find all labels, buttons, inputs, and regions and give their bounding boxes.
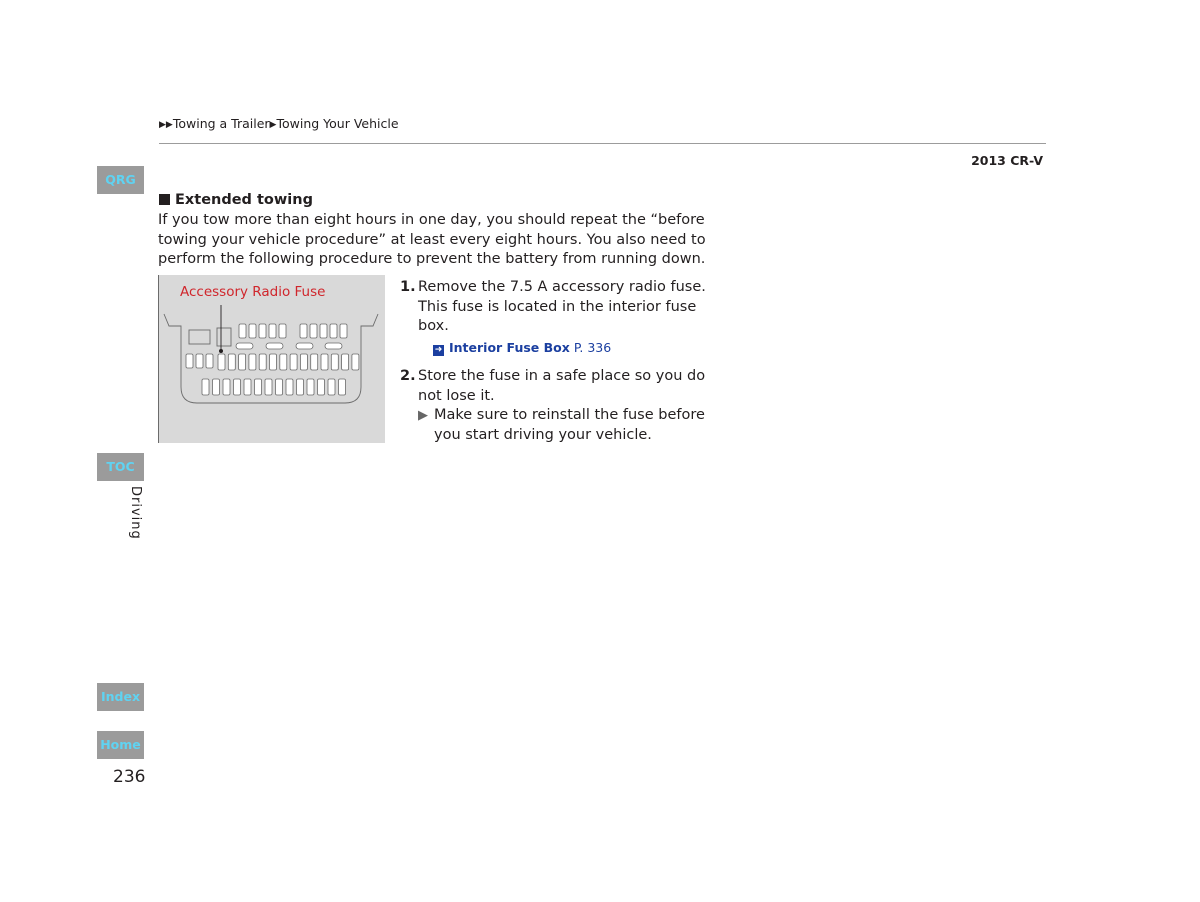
fuse-slot: [286, 379, 293, 395]
fuse-slot: [223, 379, 230, 395]
fuse-slot: [259, 324, 266, 338]
home-button[interactable]: Home: [97, 731, 144, 759]
figure-label: Accessory Radio Fuse: [180, 284, 326, 300]
fuse-slot: [234, 379, 241, 395]
fuse-slot: [307, 379, 314, 395]
ref-page[interactable]: P. 336: [573, 340, 612, 356]
header-divider: [159, 143, 1046, 144]
fuse-slot: [206, 354, 213, 368]
fuse-slot: [196, 354, 203, 368]
fuse-slot: [266, 343, 283, 349]
fuse-slot: [318, 379, 325, 395]
fuse-slot: [236, 343, 253, 349]
step-1: [400, 278, 710, 337]
fuse-slot: [310, 324, 317, 338]
fuse-slot: [290, 354, 297, 370]
section-heading: [159, 192, 313, 208]
chapter-label: Driving: [128, 486, 143, 540]
fuse-slot: [296, 343, 313, 349]
section-title: Extended towing: [175, 192, 313, 208]
note-text: Make sure to reinstall the fuse before you start driving your vehicle.: [434, 407, 705, 443]
triangle-right-icon: ▶: [269, 120, 277, 130]
fuse-slot: [276, 379, 283, 395]
fuse-slot: [239, 354, 246, 370]
triangle-right-icon: ▶▶: [159, 120, 173, 130]
fuse-slot: [339, 379, 346, 395]
ref-title[interactable]: Interior Fuse Box: [449, 340, 570, 356]
fuse-slot: [328, 379, 335, 395]
fuse-slot: [218, 354, 225, 370]
fuse-slot: [265, 379, 272, 395]
fuse-slot: [342, 354, 349, 370]
fuse-slot: [255, 379, 262, 395]
fuse-slot: [300, 324, 307, 338]
cross-reference-link[interactable]: [400, 338, 710, 358]
fuse-box-diagram: [159, 275, 385, 443]
step-text: Store the fuse in a safe place so you do not lose it.: [418, 367, 706, 404]
fuse-slot: [270, 354, 277, 370]
fuse-slot: [320, 324, 327, 338]
fuse-box-figure: [158, 275, 385, 443]
step-number: 1.: [400, 279, 416, 295]
fuse-slot: [202, 379, 209, 395]
fuse-slot: [300, 354, 307, 370]
fuse-slot: [269, 324, 276, 338]
fuse-slot: [297, 379, 304, 395]
fuse-box-relay: [189, 330, 210, 344]
arrow-right-icon: ➜: [434, 345, 443, 356]
fuse-box-relay: [217, 328, 231, 346]
fuse-slot: [244, 379, 251, 395]
triangle-right-icon: ▶: [418, 408, 428, 424]
fuse-slot: [330, 324, 337, 338]
procedure-steps: [400, 278, 710, 446]
fuse-slot: [352, 354, 359, 370]
toc-button[interactable]: TOC: [97, 453, 144, 481]
fuse-slot: [249, 354, 256, 370]
page-number: 236: [113, 767, 146, 787]
fuse-slot: [249, 324, 256, 338]
step-2: [400, 367, 710, 406]
fuse-slot: [311, 354, 318, 370]
fuse-slot: [321, 354, 328, 370]
fuse-slot: [259, 354, 266, 370]
callout-dot: [219, 349, 223, 353]
fuse-slot: [279, 324, 286, 338]
fuse-slot: [228, 354, 235, 370]
fuse-slot: [239, 324, 246, 338]
fuse-slot: [340, 324, 347, 338]
section-body: If you tow more than eight hours in one day, you should repeat the “before towing your vehicle procedure” at least every eight hours. You also need to perform the following procedure to prevent the battery from running down.: [158, 212, 706, 268]
step-text: Remove the 7.5 A accessory radio fuse. This fuse is located in the interior fuse box.: [418, 279, 706, 335]
fuse-slot: [331, 354, 338, 370]
breadcrumb-item[interactable]: Towing a Trailer: [172, 116, 270, 131]
breadcrumb-item[interactable]: Towing Your Vehicle: [276, 116, 399, 131]
breadcrumb: [159, 116, 399, 131]
step-note: [400, 406, 710, 445]
model-label: 2013 CR-V: [971, 153, 1043, 168]
fuse-slot: [280, 354, 287, 370]
fuse-slot: [213, 379, 220, 395]
step-number: 2.: [400, 367, 416, 384]
index-button[interactable]: Index: [97, 683, 144, 711]
fuse-slot: [325, 343, 342, 349]
square-bullet-icon: [159, 194, 170, 205]
fuse-slot: [186, 354, 193, 368]
qrg-button[interactable]: QRG: [97, 166, 144, 194]
